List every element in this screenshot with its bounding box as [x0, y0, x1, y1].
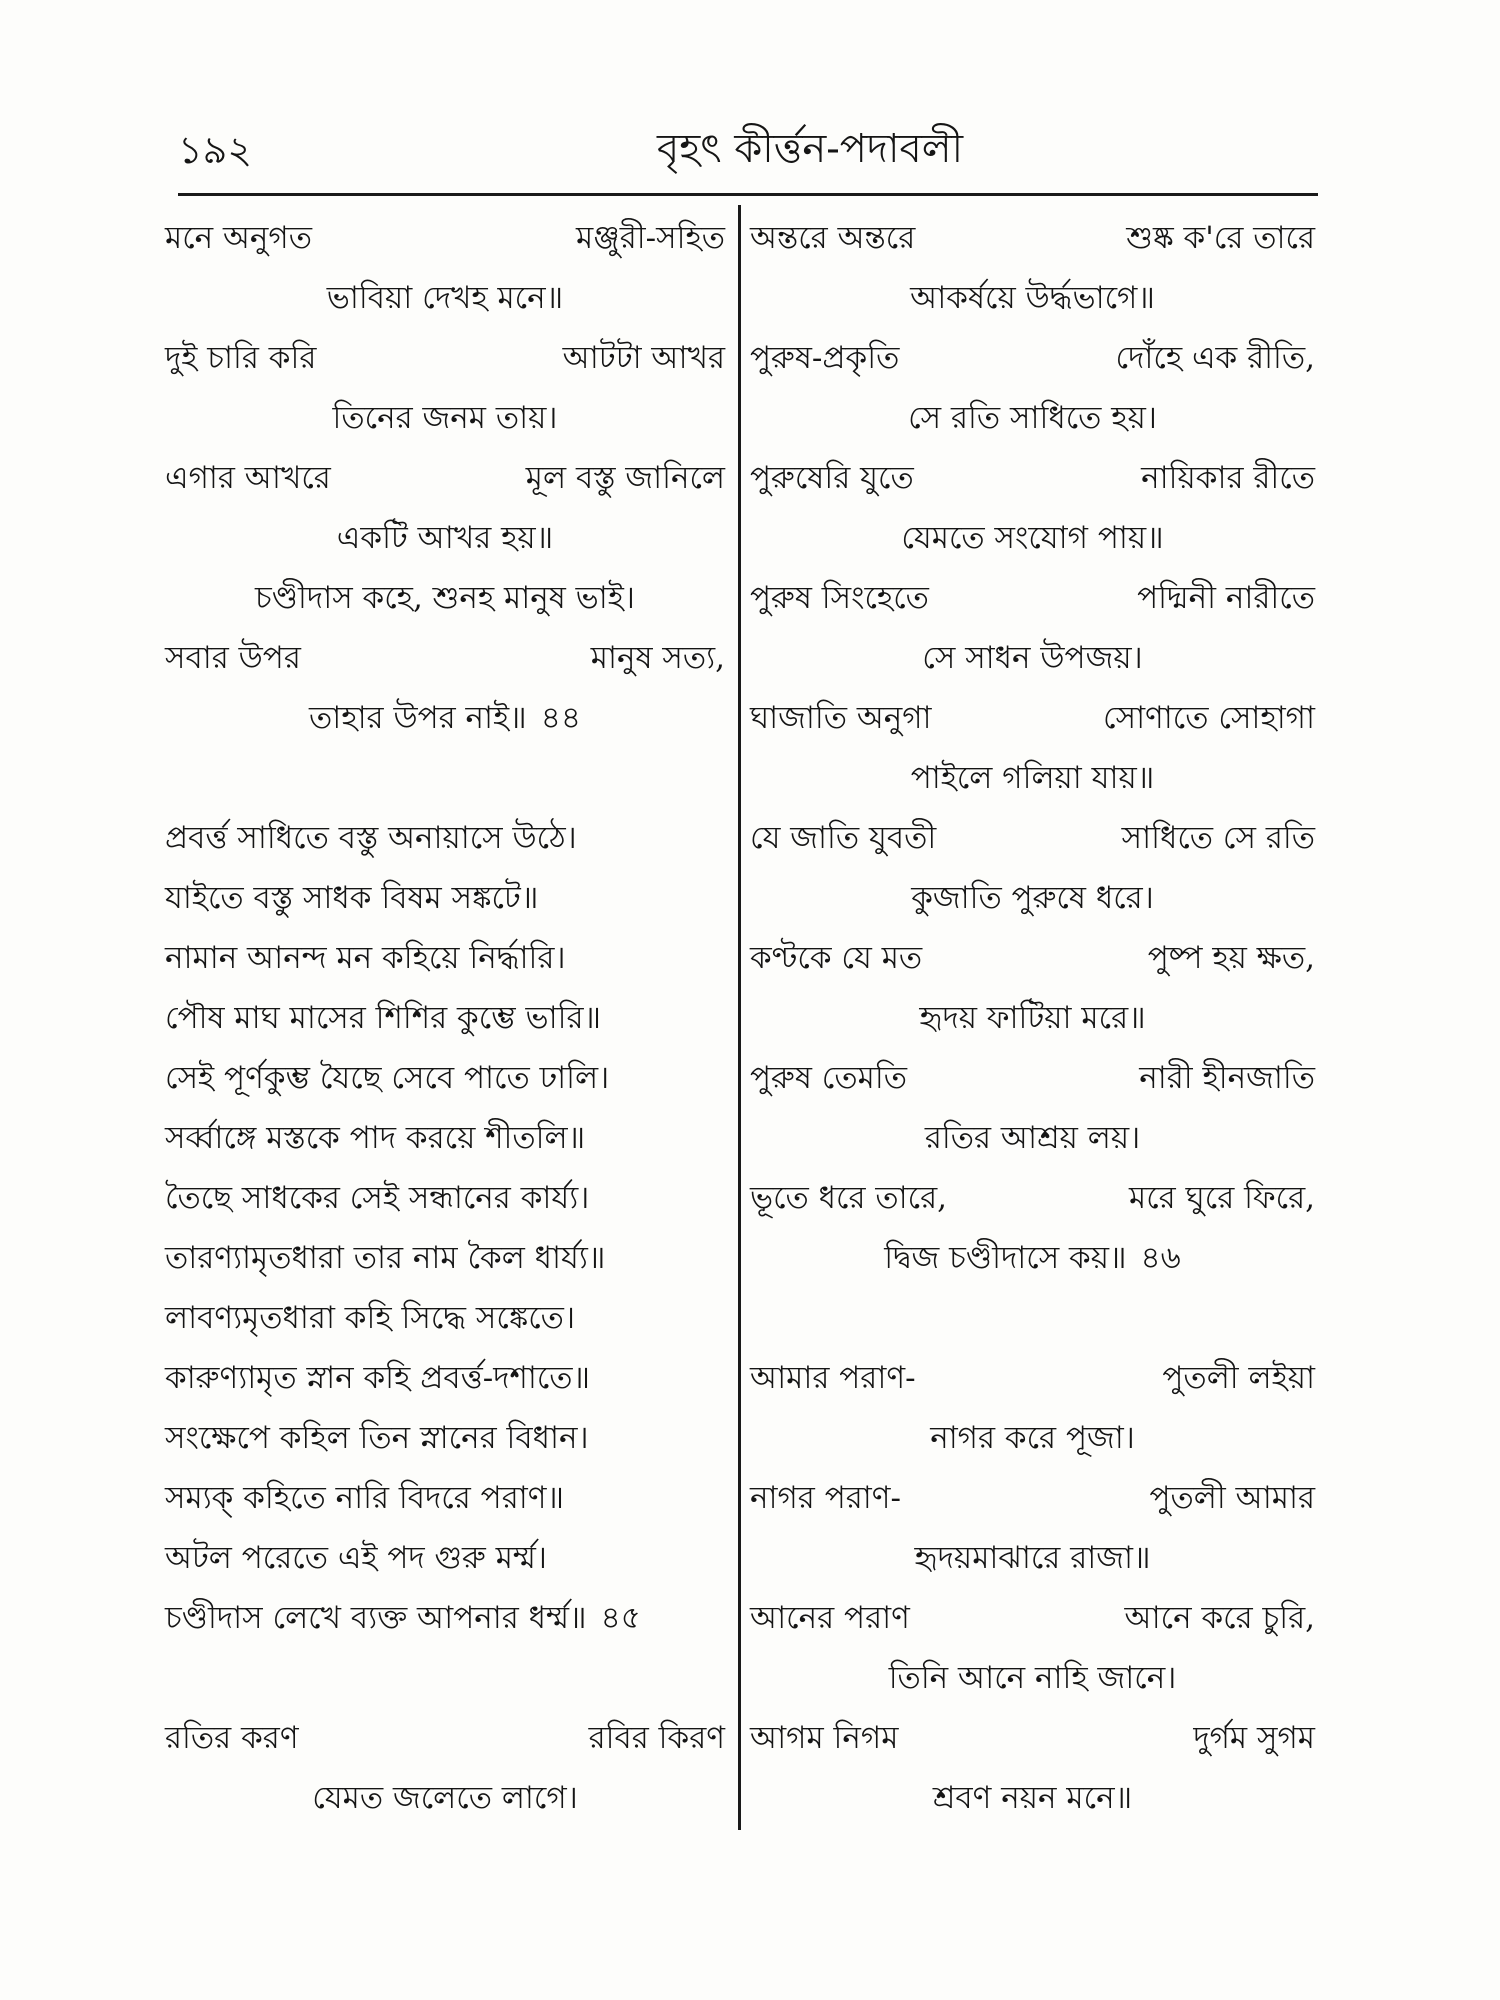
verse-line: যাইতে বস্তু সাধক বিষম সঙ্কটে॥	[165, 880, 539, 916]
verse-line-first-half: মনে অনুগত	[165, 220, 312, 256]
verse-line	[750, 1708, 1315, 1768]
verse-line-second-half: শুষ্ক ক'রে তারে	[1126, 220, 1315, 256]
verse-line-first-half: অন্তরে অন্তরে	[750, 220, 916, 256]
verse-line	[750, 1348, 1315, 1408]
verse-line-first-half: কণ্টকে যে মত	[750, 940, 923, 976]
verse-line-second-half: রবির কিরণ	[588, 1720, 725, 1756]
verse-line-first-half: যে জাতি যুবতী	[750, 820, 937, 856]
verse-line: তৈছে সাধকের সেই সন্ধানের কার্য্য।	[165, 1180, 590, 1216]
verse-line: তিনের জনম তায়।	[332, 400, 558, 436]
verse-line-second-half: আনে করে চুরি,	[1124, 1600, 1315, 1636]
verse-line	[750, 1168, 1315, 1228]
verse-line-second-half: দুর্গম সুগম	[1193, 1720, 1315, 1756]
verse-line	[750, 208, 1315, 268]
verse-line-first-half: ভূতে ধরে তারে,	[750, 1180, 948, 1216]
verse-line: যেমতে সংযোগ পায়॥	[901, 520, 1164, 556]
verse-line: কারুণ্যামৃত স্নান কহি প্রবর্ত্ত-দশাতে॥	[165, 1360, 591, 1396]
verse-line	[165, 1708, 725, 1768]
verse-line: শ্রবণ নয়ন মনে॥	[932, 1780, 1133, 1816]
verse-line-second-half: পুতলী লইয়া	[1162, 1360, 1315, 1396]
verse-text: চণ্ডীদাস লেখে ব্যক্ত আপনার ধর্ম্ম॥	[165, 1600, 587, 1636]
verse-line-second-half: নায়িকার রীতে	[1141, 460, 1315, 496]
verse-line	[165, 1588, 725, 1648]
verse-line: আকর্ষয়ে উর্দ্ধভাগে॥	[910, 280, 1155, 316]
verse-line: নামান আনন্দ মন কহিয়ে নির্দ্ধারি।	[165, 940, 566, 976]
verse-line-second-half: সাধিতে সে রতি	[1121, 820, 1315, 856]
verse-line-second-half: মরে ঘুরে ফিরে,	[1129, 1180, 1315, 1216]
verse-line	[750, 448, 1315, 508]
verse-line	[750, 688, 1315, 748]
verse-line-first-half: আনের পরাণ	[750, 1600, 910, 1636]
verse-line: নাগর করে পূজা।	[930, 1420, 1135, 1456]
verse-line	[750, 808, 1315, 868]
verse-number: ৪৪	[540, 700, 581, 736]
verse-line: পৌষ মাঘ মাসের শিশির কুম্ভে ভারি॥	[165, 1000, 602, 1036]
verse-line-first-half: নাগর পরাণ-	[750, 1480, 902, 1516]
verse-line	[750, 1588, 1315, 1648]
verse-line	[165, 628, 725, 688]
verse-line: হৃদয় ফাটিয়া মরে॥	[919, 1000, 1146, 1036]
verse-line	[165, 208, 725, 268]
verse-line: কুজাতি পুরুষে ধরে।	[911, 880, 1154, 916]
verse-number: ৪৬	[1140, 1240, 1181, 1276]
running-title: বৃহৎ কীর্ত্তন-পদাবলী	[656, 126, 964, 172]
verse-line-first-half: পুরুষ-প্রকৃতি	[750, 340, 900, 376]
verse-line-second-half: পুষ্প হয় ক্ষত,	[1147, 940, 1315, 976]
verse-line: অটল পরেতে এই পদ গুরু মর্ম্ম।	[165, 1540, 548, 1576]
page-number: ১৯২	[178, 128, 253, 172]
verse-line	[165, 688, 725, 748]
verse-line: লাবণ্যমৃতধারা কহি সিদ্ধে সঙ্কেতে।	[165, 1300, 576, 1336]
verse-line-second-half: মানুষ সত্য,	[590, 640, 725, 676]
verse-line	[750, 328, 1315, 388]
verse-line	[165, 328, 725, 388]
verse-line	[750, 1468, 1315, 1528]
verse-line	[750, 568, 1315, 628]
verse-line: হৃদয়মাঝারে রাজা॥	[914, 1540, 1151, 1576]
verse-line: সংক্ষেপে কহিল তিন স্নানের বিধান।	[165, 1420, 589, 1456]
verse-line: সর্ব্বাঙ্গে মস্তকে পাদ করয়ে শীতলি॥	[165, 1120, 586, 1156]
verse-line: একটি আখর হয়॥	[336, 520, 554, 556]
verse-line: রতির আশ্রয় লয়।	[924, 1120, 1141, 1156]
verse-line: সেই পূর্ণকুম্ভ যৈছে সেবে পাতে ঢালি।	[165, 1060, 610, 1096]
verse-line	[165, 448, 725, 508]
verse-line	[750, 928, 1315, 988]
verse-line: তারণ্যামৃতধারা তার নাম কৈল ধার্য্য॥	[165, 1240, 606, 1276]
verse-line-second-half: মূল বস্তু জানিলে	[525, 460, 725, 496]
verse-line-first-half: সবার উপর	[165, 640, 301, 676]
header-rule	[178, 193, 1318, 196]
column-divider	[738, 205, 741, 1830]
verse-line	[750, 1048, 1315, 1108]
verse-line: চণ্ডীদাস কহে, শুনহ মানুষ ভাই।	[255, 580, 635, 616]
verse-line-second-half: পুতলী আমার	[1149, 1480, 1315, 1516]
verse-line	[750, 1228, 1315, 1288]
verse-line-first-half: আমার পরাণ-	[750, 1360, 916, 1396]
verse-line-second-half: মঞ্জুরী-সহিত	[576, 220, 725, 256]
verse-line-first-half: পুরুষ তেমতি	[750, 1060, 907, 1096]
verse-line: সে রতি সাধিতে হয়।	[908, 400, 1157, 436]
verse-line-second-half: দোঁহে এক রীতি,	[1115, 340, 1315, 376]
verse-line: প্রবর্ত্ত সাধিতে বস্তু অনায়াসে উঠে।	[165, 820, 577, 856]
verse-line-first-half: এগার আখরে	[165, 460, 331, 496]
verse-line: যেমত জলেতে লাগে।	[312, 1780, 578, 1816]
verse-line-first-half: পুরুষেরি যুতে	[750, 460, 914, 496]
verse-line-second-half: পদ্মিনী নারীতে	[1137, 580, 1315, 616]
verse-line: সে সাধন উপজয়।	[922, 640, 1143, 676]
verse-line: পাইলে গলিয়া যায়॥	[910, 760, 1155, 796]
verse-line-first-half: ঘাজাতি অনুগা	[750, 700, 932, 736]
verse-line-second-half: সোণাতে সোহাগা	[1103, 700, 1315, 736]
verse-line-second-half: আটটা আখর	[562, 340, 725, 376]
verse-line-first-half: রতির করণ	[165, 1720, 299, 1756]
verse-line: তিনি আনে নাহি জানে।	[888, 1660, 1177, 1696]
verse-line: ভাবিয়া দেখহ মনে॥	[326, 280, 564, 316]
verse-text: তাহার উপর নাই॥	[309, 700, 527, 736]
verse-line: সম্যক্ কহিতে নারি বিদরে পরাণ॥	[165, 1480, 565, 1516]
verse-line-second-half: নারী হীনজাতি	[1139, 1060, 1315, 1096]
verse-text: দ্বিজ চণ্ডীদাসে কয়॥	[884, 1240, 1127, 1276]
verse-number: ৪৫	[600, 1600, 641, 1636]
verse-line-first-half: আগম নিগম	[750, 1720, 899, 1756]
verse-line-first-half: পুরুষ সিংহেতে	[750, 580, 929, 616]
verse-line-first-half: দুই চারি করি	[165, 340, 317, 376]
